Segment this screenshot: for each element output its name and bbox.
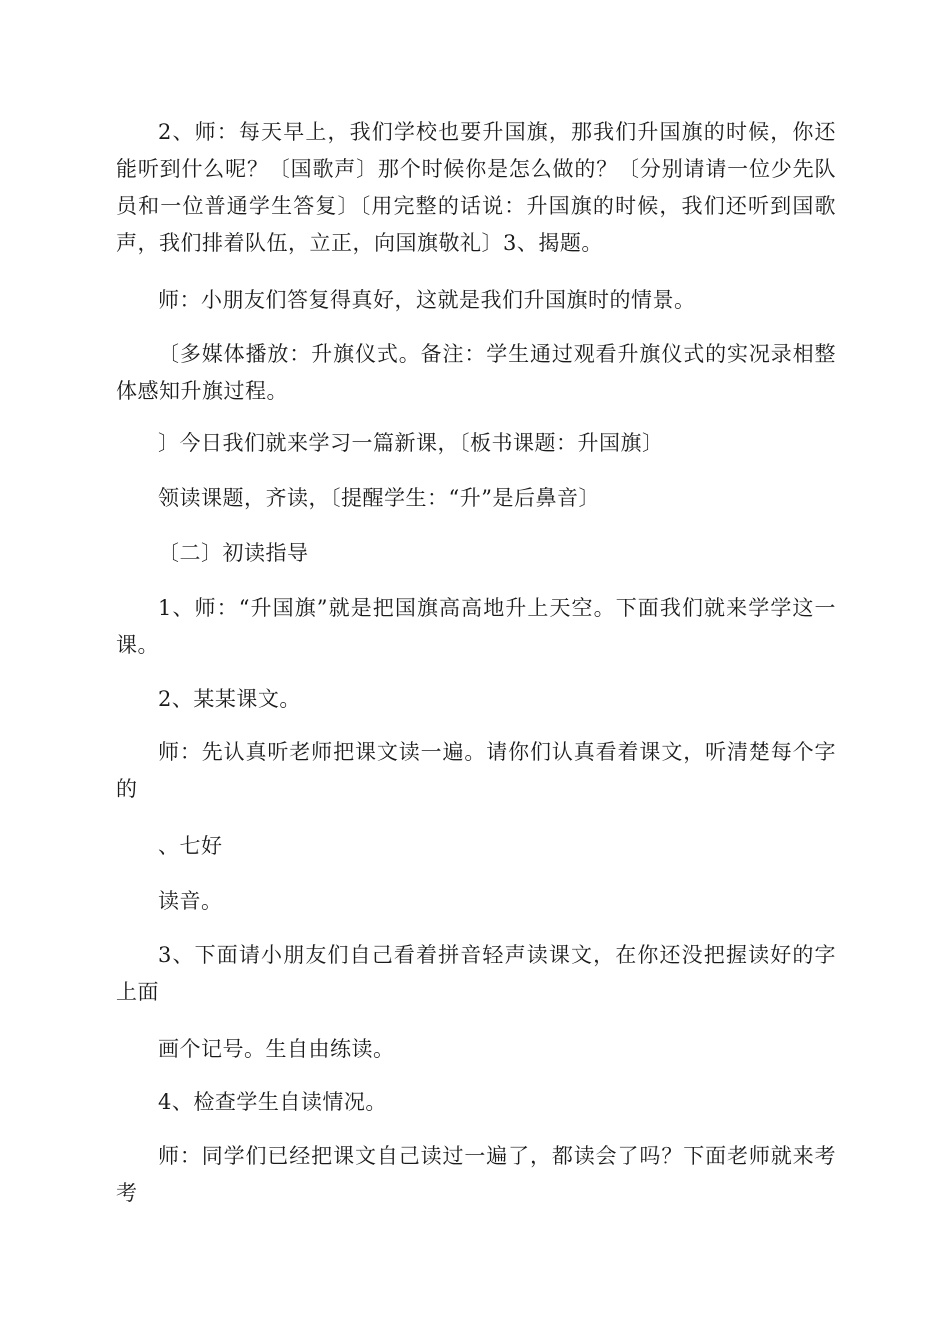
paragraph-5: 领读课题，齐读，〔提醒学生：“升”是后鼻音〕 bbox=[158, 486, 600, 510]
paragraph-12: 画个记号。生自由练读。 bbox=[158, 1037, 395, 1061]
paragraph-14: 师：同学们已经把课文自己读过一遍了，都读会了吗？下面老师就来考考 bbox=[116, 1144, 836, 1205]
paragraph-2: 师：小朋友们答复得真好，这就是我们升国旗时的情景。 bbox=[158, 288, 696, 312]
paragraph-8: 师：先认真听老师把课文读一遍。请你们认真看着课文，听清楚每个字的 bbox=[116, 740, 836, 801]
paragraph-13: 4、检查学生自读情况。 bbox=[158, 1090, 387, 1114]
paragraph-6: 1、师：“升国旗”就是把国旗高高地升上天空。下面我们就来学学这一课。 bbox=[116, 596, 836, 657]
paragraph-3: 〔多媒体播放：升旗仪式。备注：学生通过观看升旗仪式的实况录相整体感知升旗过程。 bbox=[116, 342, 836, 403]
paragraph-1: 2、师：每天早上，我们学校也要升国旗，那我们升国旗的时候，你还能听到什么呢？〔国歌声〕那个时候你是怎么做的？〔分别请请一位少先队员和一位普通学生答复〕〔用完整的话说：升国旗的时候，我们还听到国歌声，我们排着队伍，立正，向国旗敬礼〕3、揭题。 bbox=[116, 120, 836, 255]
paragraph-9: 、七好 bbox=[158, 834, 223, 858]
paragraph-7: 2、某某课文。 bbox=[158, 687, 301, 711]
paragraph-10: 读音。 bbox=[158, 889, 223, 913]
paragraph-11: 3、下面请小朋友们自己看着拼音轻声读课文，在你还没把握读好的字上面 bbox=[116, 943, 836, 1004]
paragraph-4: 〕今日我们就来学习一篇新课，〔板书课题：升国旗〕 bbox=[158, 431, 664, 455]
section-heading: 〔二〕初读指导 bbox=[158, 541, 309, 565]
